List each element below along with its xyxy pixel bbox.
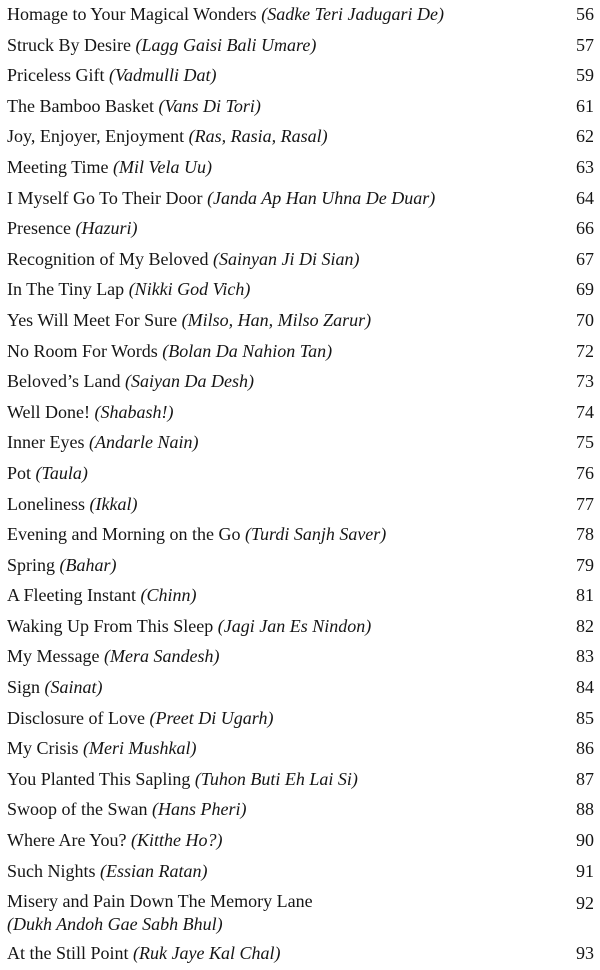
toc-entry <box>7 826 594 857</box>
entry-title: A Fleeting Instant <box>7 585 136 606</box>
entry-alt-title: (Turdi Sanjh Saver) <box>244 524 387 545</box>
entry-page-number: 91 <box>576 860 594 881</box>
entry-title-group <box>7 368 527 394</box>
entry-title: Priceless Gift <box>7 65 105 86</box>
entry-title: Yes Will Meet For Sure <box>7 309 178 330</box>
entry-alt-title: (Vans Di Tori) <box>158 95 261 116</box>
toc-entry <box>7 734 594 765</box>
toc-entry <box>7 214 594 245</box>
toc-entry <box>7 92 594 123</box>
entry-title-group <box>7 62 527 88</box>
entry-alt-title: (Sadke Teri Jadugari De) <box>261 4 445 24</box>
entry-page-number: 85 <box>576 707 594 728</box>
entry-title: Inner Eyes <box>7 432 85 453</box>
toc-entry <box>7 153 594 184</box>
entry-alt-title: (Janda Ap Han Uhna De Duar) <box>207 187 436 208</box>
entry-title-group <box>7 735 527 761</box>
entry-page-number: 67 <box>576 248 594 269</box>
entry-title: Homage to Your Magical Wonders <box>7 4 257 24</box>
entry-alt-title: (Hazuri) <box>75 218 138 239</box>
entry-title-group <box>7 460 527 486</box>
entry-page-number: 79 <box>576 554 594 575</box>
entry-page-number: 73 <box>576 371 594 392</box>
entry-alt-title: (Nikki God Vich) <box>128 279 251 300</box>
entry-title: Loneliness <box>7 493 85 514</box>
entry-title: Recognition of My Beloved <box>7 248 209 269</box>
toc-entry <box>7 857 594 888</box>
entry-page-number: 61 <box>576 95 594 116</box>
entry-alt-title: (Sainat) <box>44 677 103 698</box>
toc-entry <box>7 673 594 704</box>
entry-page-number: 74 <box>576 401 594 422</box>
entry-title-group <box>7 521 527 547</box>
entry-page-number: 69 <box>576 279 594 300</box>
entry-alt-title: (Bahar) <box>59 554 117 575</box>
entry-page-number: 92 <box>576 893 594 914</box>
toc-entry <box>7 306 594 337</box>
entry-title: Presence <box>7 218 71 239</box>
toc-entry <box>7 459 594 490</box>
entry-alt-title: (Chinn) <box>140 585 197 606</box>
entry-title-group <box>7 93 527 119</box>
toc-entry <box>7 642 594 673</box>
entry-title: Where Are You? <box>7 830 127 851</box>
entry-alt-title: (Dukh Andoh Gae Sabh Bhul) <box>7 914 223 935</box>
entry-title-group <box>7 582 527 608</box>
entry-page-number: 82 <box>576 615 594 636</box>
entry-title: The Bamboo Basket <box>7 95 154 116</box>
entry-alt-title: (Preet Di Ugarh) <box>149 707 274 728</box>
entry-alt-title: (Tuhon Buti Eh Lai Si) <box>194 768 358 789</box>
entry-page-number: 81 <box>576 585 594 606</box>
entry-title-group <box>7 827 527 853</box>
entry-page-number: 56 <box>576 4 594 24</box>
entry-title: Waking Up From This Sleep <box>7 615 214 636</box>
entry-title: Well Done! <box>7 401 91 422</box>
entry-page-number: 90 <box>576 830 594 851</box>
entry-title-group <box>7 399 527 425</box>
entry-alt-title: (Kitthe Ho?) <box>130 830 223 851</box>
entry-title-group <box>7 154 527 180</box>
entry-title-group <box>7 246 527 272</box>
entry-alt-title: (Jagi Jan Es Nindon) <box>217 615 372 636</box>
entry-page-number: 76 <box>576 462 594 483</box>
entry-title: My Crisis <box>7 738 79 759</box>
toc-entry <box>7 61 594 92</box>
entry-title-group <box>7 613 527 639</box>
entry-alt-title: (Sainyan Ji Di Sian) <box>212 248 360 269</box>
toc-entry <box>7 337 594 368</box>
entry-page-number: 63 <box>576 156 594 177</box>
toc-entry <box>7 939 594 970</box>
entry-alt-title: (Saiyan Da Desh) <box>124 371 254 392</box>
entry-title-group <box>7 1 527 27</box>
toc-entry <box>7 581 594 612</box>
entry-title: Beloved’s Land <box>7 371 121 392</box>
entry-title-group <box>7 888 527 936</box>
entry-page-number: 75 <box>576 432 594 453</box>
entry-page-number: 59 <box>576 65 594 86</box>
entry-alt-title: (Meri Mushkal) <box>83 738 197 759</box>
entry-alt-title: (Bolan Da Nahion Tan) <box>162 340 333 361</box>
entry-title: No Room For Words <box>7 340 158 361</box>
entry-title-group <box>7 796 527 822</box>
entry-title: My Message <box>7 646 100 667</box>
toc-entry <box>7 612 594 643</box>
entry-title-group <box>7 338 527 364</box>
entry-title-group <box>7 940 527 966</box>
entry-page-number: 66 <box>576 218 594 239</box>
toc-entry <box>7 428 594 459</box>
toc-entry <box>7 0 594 31</box>
toc-entry <box>7 765 594 796</box>
toc-entry <box>7 367 594 398</box>
toc-entry <box>7 520 594 551</box>
entry-title-group <box>7 32 527 58</box>
entry-title: Spring <box>7 554 56 575</box>
entry-alt-title: (Shabash!) <box>94 401 174 422</box>
entry-title-group <box>7 276 527 302</box>
entry-title: I Myself Go To Their Door <box>7 187 203 208</box>
entry-alt-title: (Ikkal) <box>89 493 138 514</box>
entry-page-number: 77 <box>576 493 594 514</box>
entry-page-number: 86 <box>576 738 594 759</box>
entry-alt-title: (Hans Pheri) <box>152 799 247 820</box>
entry-title-group <box>7 643 527 669</box>
entry-alt-title: (Essian Ratan) <box>100 860 208 881</box>
entry-title-group <box>7 491 527 517</box>
entry-page-number: 57 <box>576 34 594 55</box>
entry-title: At the Still Point <box>7 943 129 964</box>
entry-alt-title: (Vadmulli Dat) <box>108 65 217 86</box>
toc-entry <box>7 122 594 153</box>
toc-entry <box>7 551 594 582</box>
table-of-contents <box>7 0 594 970</box>
entry-alt-title: (Milso, Han, Milso Zarur) <box>181 309 372 330</box>
entry-title-group <box>7 674 527 700</box>
toc-entry <box>7 184 594 215</box>
entry-page-number: 70 <box>576 309 594 330</box>
entry-page-number: 87 <box>576 768 594 789</box>
entry-title: You Planted This Sapling <box>7 768 191 789</box>
entry-page-number: 93 <box>576 943 594 964</box>
entry-alt-title: (Ras, Rasia, Rasal) <box>188 126 328 147</box>
entry-page-number: 64 <box>576 187 594 208</box>
entry-title: Disclosure of Love <box>7 707 145 728</box>
entry-title: Struck By Desire <box>7 34 131 55</box>
entry-alt-title: (Taula) <box>35 462 88 483</box>
entry-page-number: 78 <box>576 524 594 545</box>
entry-title: Misery and Pain Down The Memory Lane <box>7 891 313 912</box>
entry-page-number: 62 <box>576 126 594 147</box>
toc-entry <box>7 31 594 62</box>
entry-title: Meeting Time <box>7 156 109 177</box>
entry-alt-title: (Andarle Nain) <box>88 432 199 453</box>
toc-entry <box>7 887 594 939</box>
entry-page-number: 72 <box>576 340 594 361</box>
toc-entry <box>7 490 594 521</box>
entry-page-number: 83 <box>576 646 594 667</box>
entry-title: Pot <box>7 462 32 483</box>
entry-title-group <box>7 215 527 241</box>
entry-title-group <box>7 429 527 455</box>
entry-title-group <box>7 766 527 792</box>
entry-title-group <box>7 858 527 884</box>
entry-page-number: 88 <box>576 799 594 820</box>
entry-title: Swoop of the Swan <box>7 799 148 820</box>
entry-alt-title: (Mil Vela Uu) <box>113 156 212 177</box>
entry-title: Such Nights <box>7 860 96 881</box>
entry-page-number: 84 <box>576 677 594 698</box>
entry-title-group <box>7 123 527 149</box>
entry-title-group <box>7 185 527 211</box>
toc-entry <box>7 245 594 276</box>
entry-title: Evening and Morning on the Go <box>7 524 241 545</box>
entry-alt-title: (Lagg Gaisi Bali Umare) <box>135 34 317 55</box>
entry-title-group <box>7 307 527 333</box>
entry-alt-title: (Ruk Jaye Kal Chal) <box>133 943 281 964</box>
toc-entry <box>7 704 594 735</box>
toc-entry <box>7 795 594 826</box>
entry-title-group <box>7 705 527 731</box>
toc-entry <box>7 275 594 306</box>
entry-title: Joy, Enjoyer, Enjoyment <box>7 126 185 147</box>
entry-title: In The Tiny Lap <box>7 279 125 300</box>
toc-entry <box>7 398 594 429</box>
entry-title: Sign <box>7 677 41 698</box>
entry-title-group <box>7 552 527 578</box>
entry-alt-title: (Mera Sandesh) <box>104 646 220 667</box>
